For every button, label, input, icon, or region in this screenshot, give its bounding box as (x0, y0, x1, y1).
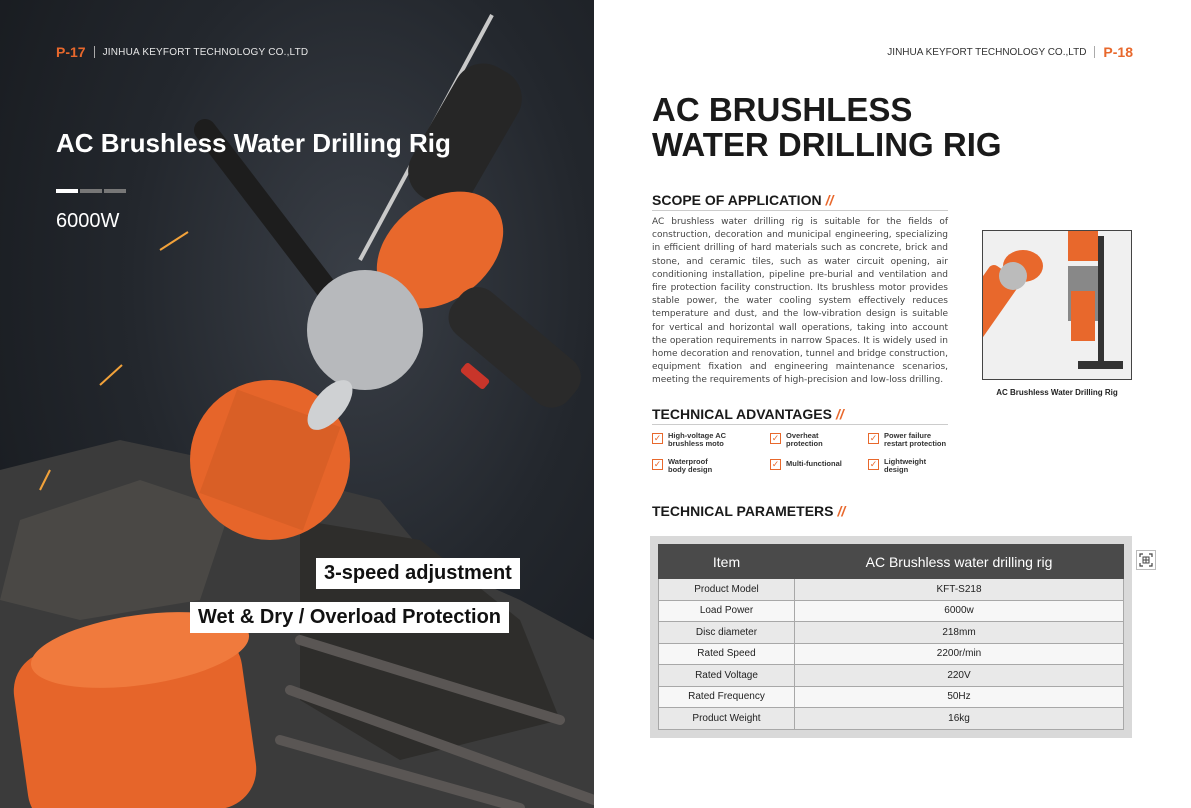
table-row (659, 622, 1124, 644)
page-title (652, 92, 1052, 162)
advantage-label: Multi-functional (786, 459, 842, 468)
slash-decoration: // (835, 406, 844, 422)
drill-stand-icon (983, 231, 1133, 381)
product-photo (982, 230, 1132, 380)
title-line: WATER DRILLING RIG (652, 126, 1002, 163)
left-page (0, 0, 594, 808)
advantage-label: design (884, 465, 909, 474)
param-value: KFT-S218 (795, 579, 1124, 601)
advantage-label: Waterproof (668, 457, 708, 466)
advantage-label: body design (668, 465, 713, 474)
table-row (659, 665, 1124, 687)
section-title: TECHNICAL ADVANTAGES (652, 406, 832, 422)
param-value: 218mm (795, 622, 1124, 644)
advantage-label: restart protection (884, 439, 947, 448)
advantage-label: Overheat (786, 431, 819, 440)
table-select-icon[interactable] (1136, 550, 1156, 570)
product-title: AC Brushless Water Drilling Rig (56, 128, 451, 158)
param-name: Product Weight (659, 708, 795, 730)
header-divider (1094, 46, 1095, 58)
header-divider (94, 46, 95, 58)
product-caption: AC Brushless Water Drilling Rig (996, 388, 1118, 397)
section-divider (652, 210, 948, 211)
parameters-heading (652, 503, 845, 519)
section-title: TECHNICAL PARAMETERS (652, 503, 834, 519)
param-name: Disc diameter (659, 622, 795, 644)
column-header: Item (659, 545, 795, 579)
section-divider (652, 424, 948, 425)
column-header: AC Brushless water drilling rig (795, 545, 1124, 579)
parameters-table (658, 544, 1124, 730)
table-row (659, 600, 1124, 622)
slash-decoration: // (825, 192, 834, 208)
advantage-label: brushless moto (668, 439, 724, 448)
parameters-panel (650, 536, 1132, 738)
table-row (659, 686, 1124, 708)
page-number: P-17 (56, 44, 86, 60)
company-name: JINHUA KEYFORT TECHNOLOGY CO.,LTD (102, 46, 309, 58)
advantage-label: protection (786, 439, 823, 448)
checkbox-icon: ✓ (653, 433, 662, 443)
param-value: 50Hz (795, 686, 1124, 708)
checkbox-icon: ✓ (771, 433, 780, 443)
advantage-label: High-voltage AC (668, 431, 727, 440)
advantage-item (770, 432, 868, 448)
left-page-header (56, 44, 308, 60)
checkbox-icon: ✓ (653, 459, 662, 469)
scope-description: AC brushless water drilling rig is suitable for the fields of construction, decoration and municipal engineering, specializing in efficient drilling of hard materials such as concrete, brick and stone, and ceramic tiles, such as water circuit opening, air conditioning installation, pipeline pre-burial and ventilation and fire protection facility construction. Its brushless motor provides stable power, the water cooling system effectively reduces temperature and dust, and the low-vibration design is suitable for vertical and horizontal wall operations, taking into account the operation requirements in narrow Spaces. It is widely used in home decoration and renovation, tunnel and bridge construction, equipment fixation and engineering maintenance scenarios, meeting the requirements of high-precision and low-loss drilling. (652, 217, 948, 386)
checkbox-icon: ✓ (869, 433, 878, 443)
advantages-list (652, 432, 972, 474)
checkbox-icon: ✓ (869, 459, 878, 469)
checkbox-icon: ✓ (771, 459, 780, 469)
param-name: Rated Voltage (659, 665, 795, 687)
advantage-item (652, 432, 770, 448)
advantage-item (868, 458, 972, 474)
param-name: Load Power (659, 600, 795, 622)
gear-head (307, 270, 423, 390)
section-title: SCOPE OF APPLICATION (652, 192, 822, 208)
advantage-label: Lightweight (884, 457, 927, 466)
table-row (659, 579, 1124, 601)
scope-heading (652, 192, 833, 208)
param-value: 220V (795, 665, 1124, 687)
param-value: 6000w (795, 600, 1124, 622)
param-value: 2200r/min (795, 643, 1124, 665)
param-name: Rated Speed (659, 643, 795, 665)
power-rating: 6000W (56, 210, 120, 232)
title-line: AC BRUSHLESS (652, 91, 913, 128)
slash-decoration: // (837, 503, 846, 519)
param-value: 16kg (795, 708, 1124, 730)
table-row (659, 708, 1124, 730)
feature-tag-protection: Wet & Dry / Overload Protection (190, 602, 509, 633)
right-page (594, 0, 1191, 808)
table-header-row (659, 545, 1124, 579)
advantage-label: Power failure (884, 431, 932, 440)
param-name: Rated Frequency (659, 686, 795, 708)
right-page-header (887, 44, 1133, 60)
advantage-item (770, 458, 868, 474)
param-name: Product Model (659, 579, 795, 601)
advantages-heading (652, 406, 844, 422)
page-number: P-18 (1103, 44, 1133, 60)
company-name: JINHUA KEYFORT TECHNOLOGY CO.,LTD (887, 46, 1087, 58)
table-row (659, 643, 1124, 665)
feature-tag-speed: 3-speed adjustment (316, 558, 520, 589)
drill-product-illustration (0, 0, 594, 808)
advantage-item (652, 458, 770, 474)
advantage-item (868, 432, 972, 448)
title-underline (56, 189, 126, 193)
